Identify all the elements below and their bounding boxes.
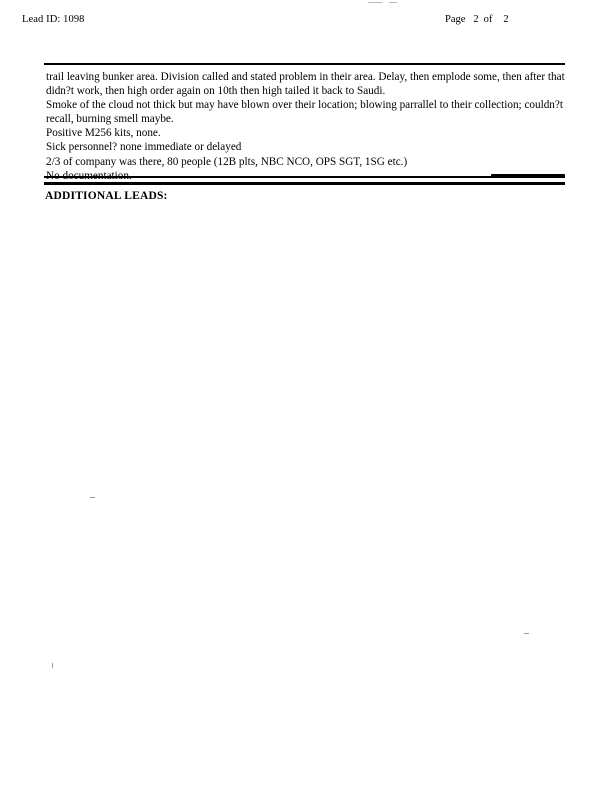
scan-speck <box>389 2 397 3</box>
scan-speck <box>90 497 95 498</box>
page-header <box>0 14 611 34</box>
page-total: 2 <box>503 14 509 25</box>
body-text-block <box>46 70 571 183</box>
lead-id: Lead ID: 1098 <box>22 14 85 25</box>
horizontal-rule-group <box>44 176 569 190</box>
additional-leads-heading: ADDITIONAL LEADS: <box>45 190 168 202</box>
scan-speck <box>368 2 382 3</box>
page-of-label: of <box>483 14 493 25</box>
body-paragraph: trail leaving bunker area. Division called and stated problem in their area. Delay, then emplode some, then after that didn?t work, then high order again on 10th then high tailed it back to Saudi. <box>46 71 565 98</box>
body-paragraph: Sick personnel? none immediate or delayed <box>46 141 242 154</box>
scan-speck <box>52 663 53 668</box>
scan-speck <box>524 633 529 634</box>
horizontal-rule-middle <box>44 176 565 178</box>
scan-artifact-blot <box>491 174 565 178</box>
page-indicator <box>445 14 509 25</box>
page-label: Page <box>445 14 466 25</box>
horizontal-rule-bottom <box>44 182 565 185</box>
horizontal-rule-top <box>44 63 565 65</box>
page-number: 2 <box>473 14 479 25</box>
body-paragraph: Positive M256 kits, none. <box>46 127 161 140</box>
body-paragraph: Smoke of the cloud not thick but may have blown over their location; blowing parrallel to their collection; couldn?t recall, burning smell maybe. <box>46 99 563 126</box>
body-paragraph: 2/3 of company was there, 80 people (12B plts, NBC NCO, OPS SGT, 1SG etc.) <box>46 155 408 168</box>
